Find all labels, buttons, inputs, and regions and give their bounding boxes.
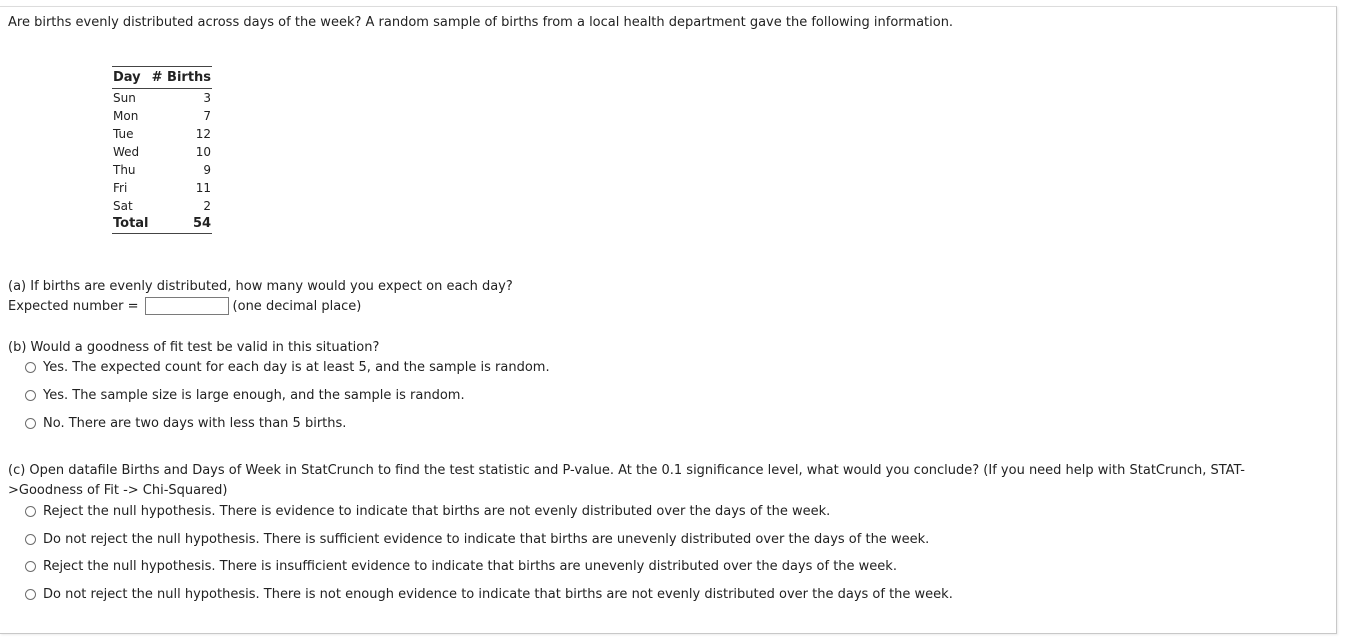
part-b-prompt: (b) Would a goodness of fit test be valid in this situation?: [8, 340, 380, 355]
table-total-row: [112, 215, 212, 234]
table-row: [112, 143, 212, 161]
radio-button[interactable]: [25, 418, 36, 429]
radio-button[interactable]: [25, 362, 36, 373]
part-c-option-1[interactable]: [25, 504, 830, 519]
part-a-answer-row: [8, 297, 361, 315]
part-c-prompt: (c) Open datafile Births and Days of Week in StatCrunch to find the test statistic and P-value. At the 0.1 significance level, what would you conclude? (If you need help with StatCrunch, STAT->Goodness of Fit -> Chi-Squared): [8, 463, 1245, 498]
day-cell: Thu: [113, 163, 136, 177]
column-header-day: Day: [112, 67, 151, 89]
births-cell: 11: [195, 181, 212, 195]
table-row: [112, 161, 212, 179]
births-table: [112, 66, 212, 234]
table-row: [112, 107, 212, 125]
expected-number-input[interactable]: [145, 297, 229, 315]
radio-button[interactable]: [25, 390, 36, 401]
births-cell: 7: [203, 109, 212, 123]
day-cell: Fri: [113, 181, 128, 195]
option-label: No. There are two days with less than 5 births.: [43, 416, 347, 431]
table-header-row: [112, 67, 212, 89]
table-row: [112, 197, 212, 215]
radio-button[interactable]: [25, 561, 36, 572]
radio-button[interactable]: [25, 534, 36, 545]
day-cell: Wed: [113, 145, 140, 159]
table-row: [112, 125, 212, 143]
radio-button[interactable]: [25, 589, 36, 600]
question-intro: Are births evenly distributed across days of the week? A random sample of births from a local health department gave the following information.: [8, 15, 954, 30]
day-cell: Sat: [113, 199, 133, 213]
option-label: Yes. The sample size is large enough, and the sample is random.: [43, 388, 465, 403]
option-label: Reject the null hypothesis. There is evidence to indicate that births are not evenly distributed over the days of the week.: [43, 504, 831, 519]
part-c-option-4[interactable]: [25, 587, 953, 602]
part-a-prompt: (a) If births are evenly distributed, how many would you expect on each day?: [8, 279, 513, 294]
births-cell: 10: [195, 145, 212, 159]
option-label: Reject the null hypothesis. There is insufficient evidence to indicate that births are unevenly distributed over the days of the week.: [43, 559, 897, 574]
day-cell: Tue: [113, 127, 134, 141]
expected-number-label: Expected number =: [8, 298, 139, 314]
births-cell: 12: [195, 127, 212, 141]
births-cell: 3: [203, 91, 212, 105]
part-b-option-1[interactable]: [25, 360, 550, 375]
part-b-option-2[interactable]: [25, 388, 465, 403]
column-header-births: # Births: [151, 67, 212, 89]
part-c-option-3[interactable]: [25, 559, 897, 574]
births-cell: 9: [203, 163, 212, 177]
part-b-option-3[interactable]: [25, 416, 346, 431]
option-label: Do not reject the null hypothesis. There is not enough evidence to indicate that births are not evenly distributed over the days of the week.: [43, 587, 953, 602]
total-value: 54: [151, 215, 212, 234]
day-cell: Mon: [113, 109, 139, 123]
option-label: Yes. The expected count for each day is at least 5, and the sample is random.: [43, 360, 550, 375]
births-cell: 2: [203, 199, 212, 213]
table-row: [112, 179, 212, 197]
day-cell: Sun: [113, 91, 136, 105]
part-c-option-2[interactable]: [25, 532, 929, 547]
total-label: Total: [112, 215, 151, 234]
expected-number-hint: (one decimal place): [232, 298, 362, 314]
radio-button[interactable]: [25, 506, 36, 517]
table-row: [112, 89, 212, 108]
option-label: Do not reject the null hypothesis. There is sufficient evidence to indicate that births are unevenly distributed over the days of the week.: [43, 532, 930, 547]
